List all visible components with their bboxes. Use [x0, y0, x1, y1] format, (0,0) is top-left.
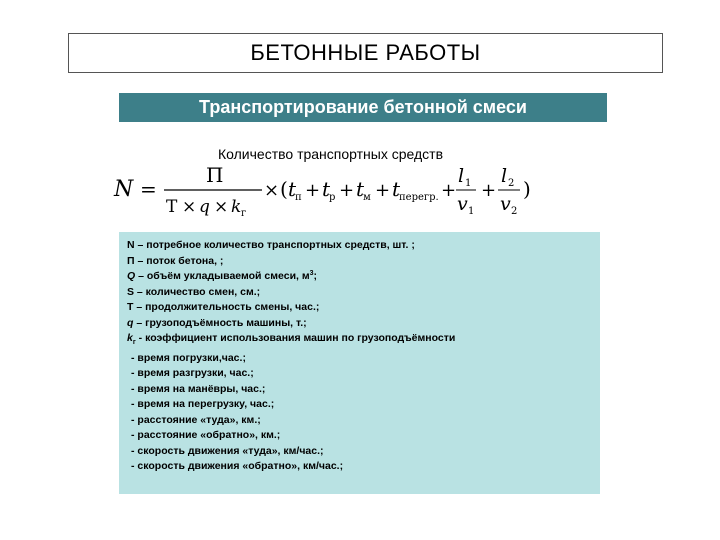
legend-line-Q: [127, 269, 594, 285]
formula-t2: t: [322, 177, 331, 201]
formula-close-paren: ): [523, 177, 531, 201]
formula-t4: t: [392, 177, 401, 201]
legend-line-k: [127, 331, 594, 351]
legend-symbol-k: k: [127, 332, 133, 344]
formula-den-times1: ×: [182, 197, 197, 217]
formula-den-q: q: [199, 197, 210, 217]
formula-plus2: +: [339, 180, 355, 201]
formula-t1-sub: п: [295, 192, 302, 203]
legend-line-v1: - скорость движения «туда», км/час.;: [131, 444, 324, 457]
legend-line-tr: - время разгрузки, час.;: [131, 367, 254, 380]
legend-text-q: – грузоподъёмность машины, т.;: [133, 316, 307, 329]
legend-line-tperegr: - время на перегрузку, час.;: [131, 398, 275, 411]
legend-line-tm: - время на манёвры, час.;: [131, 382, 266, 395]
formula-t3-sub: м: [363, 192, 371, 203]
slide-title: БЕТОННЫЕ РАБОТЫ: [250, 40, 481, 65]
formula-equals: =: [140, 177, 157, 201]
formula-caption: Количество транспортных средств: [218, 146, 444, 162]
formula-f2-num-sub: 2: [508, 178, 515, 189]
formula-t3: t: [356, 177, 365, 201]
legend-sup-Q: 3: [309, 270, 314, 277]
formula-t4-sub: перегр.: [399, 192, 439, 203]
formula-plus3: +: [375, 180, 391, 201]
formula-times: ×: [264, 180, 280, 201]
legend-line-P: П – поток бетона, ;: [127, 254, 224, 267]
legend-box: [119, 232, 600, 494]
section-header-bar: [119, 93, 607, 122]
legend-line-tp: - время погрузки,час.;: [131, 351, 246, 364]
legend-symbol-Q: Q: [127, 270, 136, 282]
legend-line-N: N – потребное количество транспортных средств, шт. ;: [127, 239, 415, 251]
formula: [112, 160, 572, 220]
legend-line-T: Т – продолжительность смены, час.;: [127, 301, 320, 313]
slide-title-box: [68, 33, 663, 73]
legend-line-S: S – количество смен, см.;: [127, 285, 261, 298]
legend-symbol-q: q: [127, 316, 134, 329]
formula-den-times2: ×: [214, 197, 229, 217]
formula-f1-num: l: [458, 165, 465, 187]
formula-f1-den: v: [457, 193, 468, 215]
formula-f2-num: l: [501, 165, 508, 187]
legend-end-Q: ;: [313, 270, 318, 282]
formula-plus4: +: [441, 180, 457, 201]
formula-den-T: T: [166, 197, 178, 217]
formula-lhs: N: [114, 177, 134, 202]
legend-text-Q: – объём укладываемой смеси, м: [135, 270, 310, 282]
formula-plus1: +: [305, 180, 321, 201]
legend-text-k: - коэффициент использования машин по грузоподъёмности: [135, 332, 456, 344]
formula-svg: [112, 160, 572, 220]
formula-numerator: П: [206, 163, 224, 187]
legend-line-q: [127, 316, 594, 332]
formula-t2-sub: р: [329, 192, 336, 203]
legend-line-v2: - скорость движения «обратно», км/час.;: [131, 460, 344, 473]
formula-den-k: k: [231, 197, 242, 217]
section-header: Транспортирование бетонной смеси: [199, 97, 527, 117]
formula-den-k-sub: г: [241, 208, 247, 219]
legend-sub-k: г: [132, 339, 136, 347]
formula-f2-den-sub: 2: [511, 206, 518, 217]
formula-f1-num-sub: 1: [465, 178, 472, 189]
formula-plus5: +: [481, 180, 497, 201]
formula-t1: t: [288, 177, 297, 201]
formula-f1-den-sub: 1: [468, 206, 475, 217]
legend-line-l1: - расстояние «туда», км.;: [131, 413, 261, 426]
legend-line-l2: - расстояние «обратно», км.;: [131, 429, 281, 442]
formula-open-paren: (: [280, 177, 288, 201]
formula-f2-den: v: [500, 193, 511, 215]
